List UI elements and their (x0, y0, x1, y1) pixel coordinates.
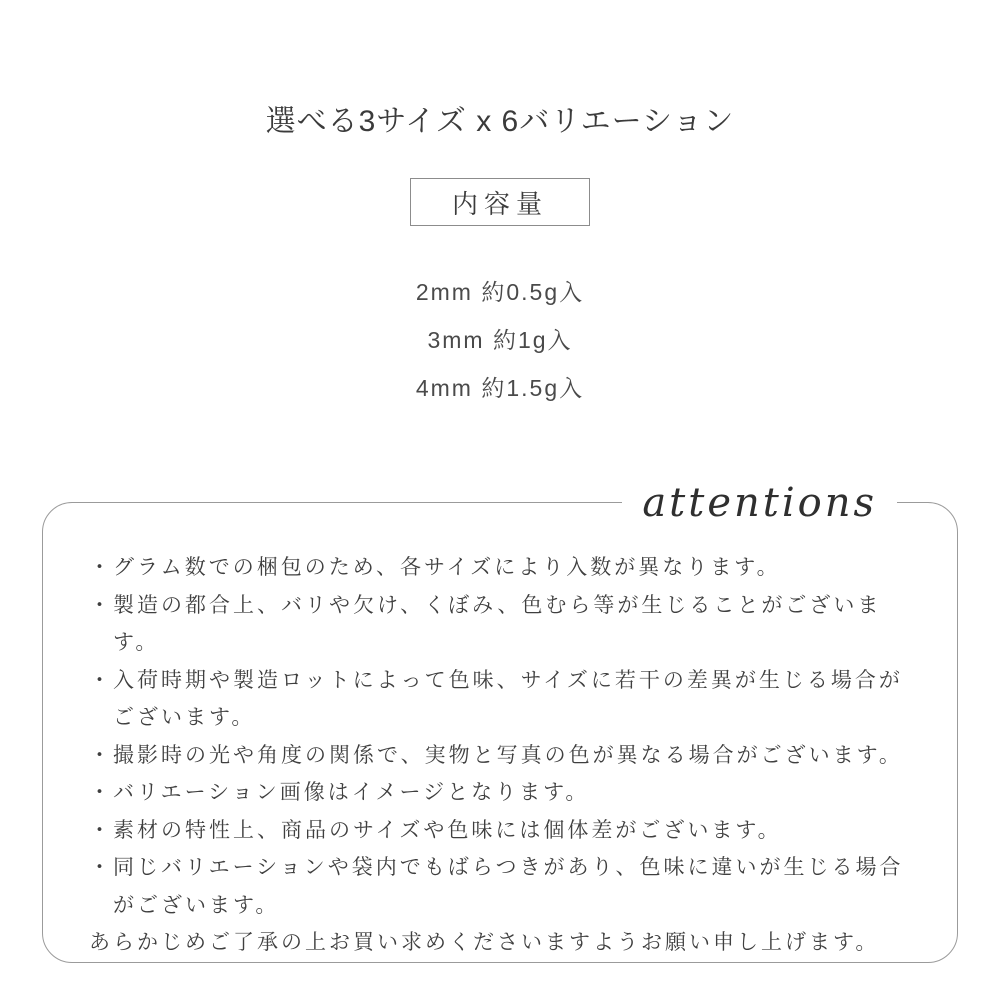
size-item-2mm: 2mm 約0.5g入 (415, 279, 585, 305)
attention-item (89, 549, 911, 587)
attention-item-text: 入荷時期や製造ロットによって色味、サイズに若干の差異が生じる場合がございます。 (113, 668, 903, 729)
size-list (0, 268, 1000, 412)
attention-item (89, 849, 911, 924)
contents-label: 内容量 (451, 188, 548, 219)
bullet-dot: ・ (89, 818, 113, 842)
bullet-dot: ・ (89, 781, 113, 804)
contents-label-box (410, 178, 590, 226)
page-title: 選べる3サイズ x 6バリエーション (265, 105, 735, 138)
attention-item (89, 774, 911, 812)
closing-note: あらかじめご了承の上お買い求めくださいますようお願い申し上げます。 (89, 931, 880, 954)
attention-item (89, 662, 911, 737)
attention-item (89, 587, 911, 662)
bullet-dot: ・ (89, 743, 113, 767)
attention-item-text: バリエーション画像はイメージとなります。 (113, 781, 590, 804)
bullet-dot: ・ (89, 668, 113, 692)
bullet-dot: ・ (89, 856, 113, 879)
attention-item (89, 737, 911, 775)
attentions-list (89, 549, 911, 924)
attention-item-text: 素材の特性上、商品のサイズや色味には個体差がございます。 (113, 818, 782, 842)
attentions-heading: attentions (622, 474, 897, 532)
size-item-3mm: 3mm 約1g入 (427, 327, 573, 353)
attention-item-text: 同じバリエーションや袋内でもばらつきがあり、色味に違いが生じる場合がございます。 (113, 856, 904, 917)
attentions-box (42, 480, 958, 963)
attention-item-text: 撮影時の光や角度の関係で、実物と写真の色が異なる場合がございます。 (113, 743, 903, 767)
bullet-dot: ・ (89, 556, 113, 579)
attention-item (89, 812, 911, 850)
bullet-dot: ・ (89, 593, 113, 617)
size-item-4mm: 4mm 約1.5g入 (415, 375, 585, 401)
attention-item-text: 製造の都合上、バリや欠け、くぼみ、色むら等が生じることがございます。 (113, 593, 882, 654)
attention-item-text: グラム数での梱包のため、各サイズにより入数が異なります。 (113, 556, 781, 579)
